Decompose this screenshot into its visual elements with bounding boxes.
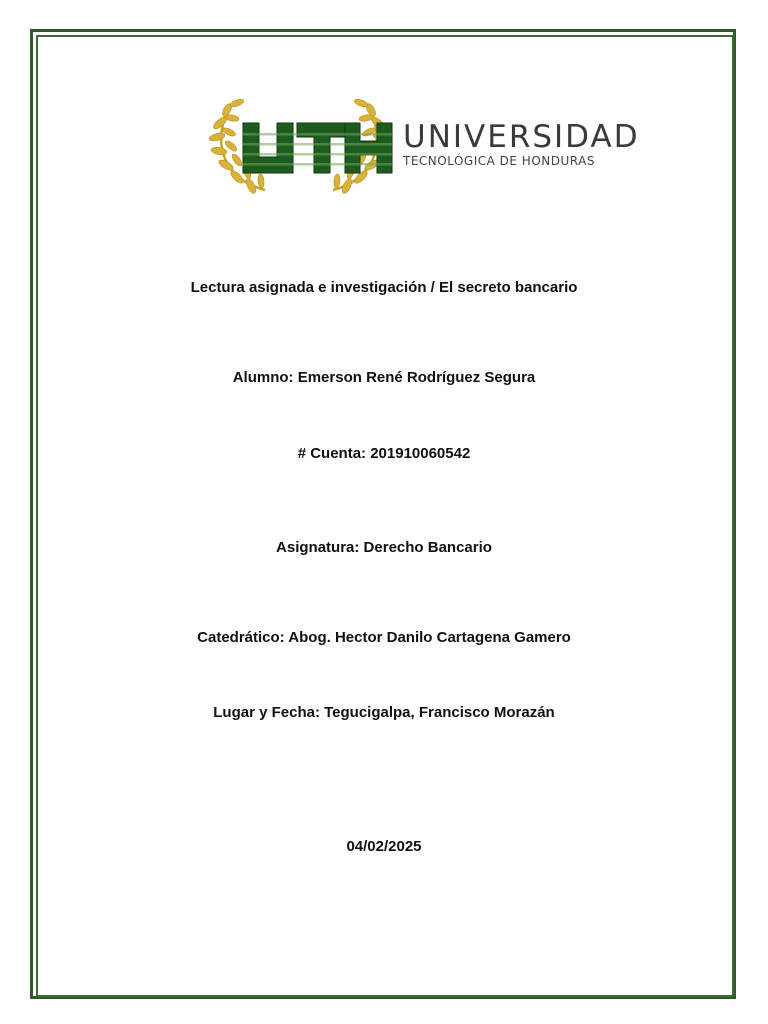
subject-line: Asignatura: Derecho Bancario bbox=[276, 539, 492, 556]
logo-subtitle: TECNOLÓGICA DE HONDURAS bbox=[403, 154, 595, 168]
account-line: # Cuenta: 201910060542 bbox=[297, 445, 471, 462]
student-line: Alumno: Emerson René Rodríguez Segura bbox=[232, 369, 536, 386]
document-title: Lectura asignada e investigación / El secreto bancario bbox=[190, 279, 578, 296]
place-date-line: Lugar y Fecha: Tegucigalpa, Francisco Morazán bbox=[213, 704, 555, 721]
logo-text bbox=[403, 119, 640, 168]
logo-title: UNIVERSIDAD bbox=[403, 119, 640, 155]
date-line: 04/02/2025 bbox=[346, 838, 422, 855]
professor-line: Catedrático: Abog. Hector Danilo Cartagena Gamero bbox=[197, 629, 571, 646]
